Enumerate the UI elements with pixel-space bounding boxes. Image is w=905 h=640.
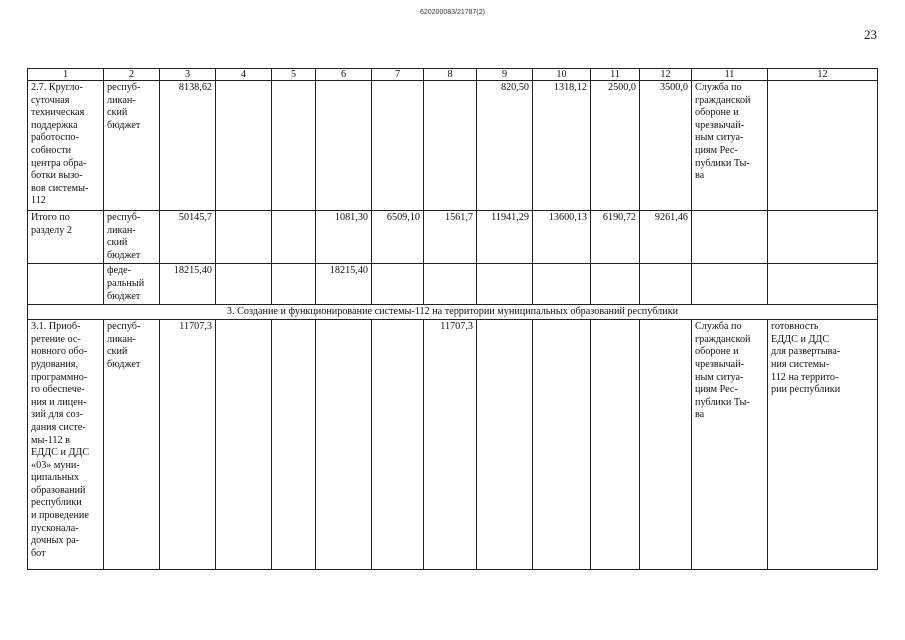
amount-col-11: 2500,0 [591, 81, 640, 211]
total-amount: 8138,62 [160, 81, 216, 211]
empty-cell [477, 264, 533, 305]
empty-cell [640, 320, 692, 570]
funding-source: респуб- ликан- ский бюджет [104, 320, 160, 570]
empty-cell [216, 320, 272, 570]
page-number: 23 [864, 27, 877, 42]
amount-col-10: 1318,12 [533, 81, 591, 211]
empty-cell [316, 320, 372, 570]
header-cell: 1 [28, 69, 104, 81]
empty-cell [372, 320, 424, 570]
empty-cell [272, 264, 316, 305]
empty-cell [216, 211, 272, 264]
empty-cell [768, 81, 878, 211]
empty-cell [316, 81, 372, 211]
header-cell: 12 [640, 69, 692, 81]
empty-cell [424, 264, 477, 305]
header-cell: 2 [104, 69, 160, 81]
activity-name: Итого по разделу 2 [28, 211, 104, 264]
total-amount: 50145,7 [160, 211, 216, 264]
total-amount: 18215,40 [160, 264, 216, 305]
empty-cell [640, 264, 692, 305]
amount-col-9: 11941,29 [477, 211, 533, 264]
empty-cell [424, 81, 477, 211]
funding-source: респуб- ликан- ский бюджет [104, 211, 160, 264]
empty-cell [372, 81, 424, 211]
amount-col-6: 18215,40 [316, 264, 372, 305]
empty-cell [272, 211, 316, 264]
empty-cell [533, 264, 591, 305]
empty-cell [768, 211, 878, 264]
expected-result: готовность ЕДДС и ДДС для развертыва- ния системы- 112 на террито- рии республики [768, 320, 878, 570]
document-code: 620200083/21787(2) [419, 9, 485, 16]
header-cell: 4 [216, 69, 272, 81]
funding-source: респуб- ликан- ский бюджет [104, 81, 160, 211]
empty-cell [28, 264, 104, 305]
amount-col-10: 13600,13 [533, 211, 591, 264]
table-row-2-7 [28, 81, 878, 211]
empty-cell [477, 320, 533, 570]
budget-table [27, 68, 878, 570]
header-cell: 6 [316, 69, 372, 81]
activity-name: 2.7. Кругло- суточная техническая поддержка работоспо- собности центра обра- ботки вызо- вов системы- 112 [28, 81, 104, 211]
header-cell: 10 [533, 69, 591, 81]
column-number-row [28, 69, 878, 81]
header-cell: 8 [424, 69, 477, 81]
total-amount: 11707,3 [160, 320, 216, 570]
amount-col-7: 6509,10 [372, 211, 424, 264]
section-title: 3. Создание и функционирование системы-112 на территории муниципальных образований республики [28, 305, 878, 320]
header-cell: 11 [591, 69, 640, 81]
amount-col-8: 1561,7 [424, 211, 477, 264]
header-cell: 3 [160, 69, 216, 81]
header-cell: 5 [272, 69, 316, 81]
amount-col-9: 820,50 [477, 81, 533, 211]
empty-cell [533, 320, 591, 570]
header-cell: 11 [692, 69, 768, 81]
amount-col-12: 3500,0 [640, 81, 692, 211]
amount-col-8: 11707,3 [424, 320, 477, 570]
header-cell: 9 [477, 69, 533, 81]
empty-cell [692, 211, 768, 264]
empty-cell [372, 264, 424, 305]
header-cell: 12 [768, 69, 878, 81]
table-row-total-section-2 [28, 211, 878, 264]
empty-cell [272, 81, 316, 211]
activity-name: 3.1. Приоб- ретение ос- новного обо- рудования, программно- го обеспече- ния и лицен- зий для соз- дания систе- мы-112 в ЕДДС и ДДС «03» муни- ципальных образований республики и проведение пусконала- дочных ра- бот [28, 320, 104, 570]
empty-cell [591, 264, 640, 305]
funding-source: феде- ральный бюджет [104, 264, 160, 305]
executor: Служба по гражданской обороне и чрезвычай- ным ситуа- циям Рес- публики Ты- ва [692, 320, 768, 570]
empty-cell [692, 264, 768, 305]
executor: Служба по гражданской обороне и чрезвычай- ным ситуа- циям Рес- публики Ты- ва [692, 81, 768, 211]
section-3-heading-row [28, 305, 878, 320]
empty-cell [216, 264, 272, 305]
empty-cell [768, 264, 878, 305]
table-row-total-section-2-federal [28, 264, 878, 305]
empty-cell [216, 81, 272, 211]
empty-cell [591, 320, 640, 570]
amount-col-11: 6190,72 [591, 211, 640, 264]
amount-col-12: 9261,46 [640, 211, 692, 264]
table-row-3-1 [28, 320, 878, 570]
amount-col-6: 1081,30 [316, 211, 372, 264]
empty-cell [272, 320, 316, 570]
header-cell: 7 [372, 69, 424, 81]
